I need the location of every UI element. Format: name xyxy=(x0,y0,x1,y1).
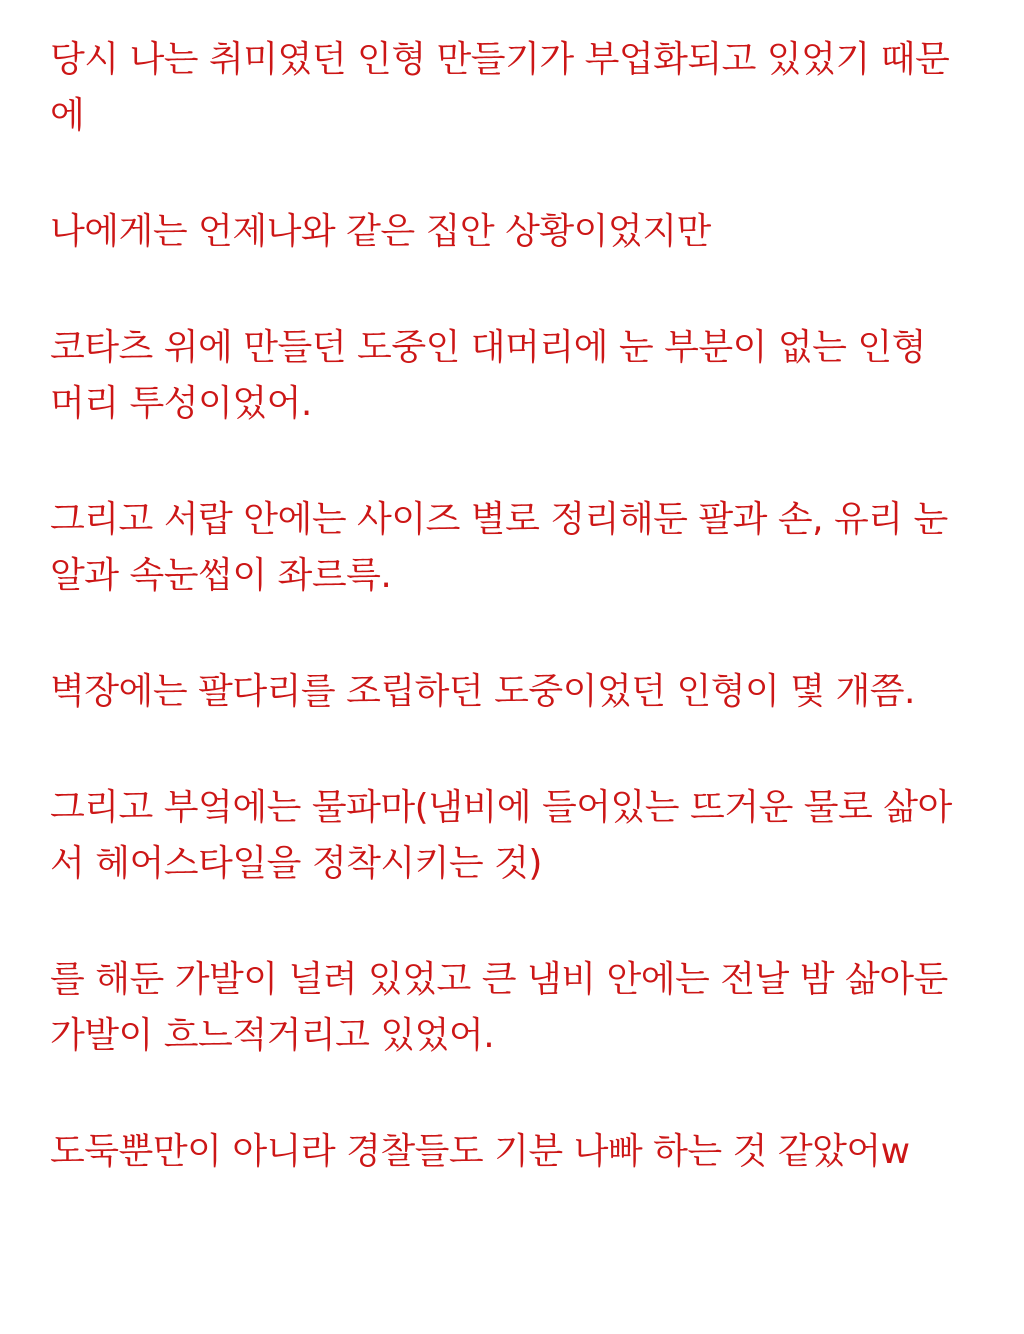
paragraph-line: 서 헤어스타일을 정착시키는 것) xyxy=(50,843,542,884)
paragraph-line: 코타츠 위에 만들던 도중인 대머리에 눈 부분이 없는 인형 xyxy=(50,327,926,368)
paragraph-line: 그리고 서랍 안에는 사이즈 별로 정리해둔 팔과 손, 유리 눈 xyxy=(50,499,948,540)
paragraph-line: 그리고 부엌에는 물파마(냄비에 들어있는 뜨거운 물로 삶아 xyxy=(50,787,952,828)
paragraph-1 xyxy=(50,32,980,144)
paragraph-line: 머리 투성이었어. xyxy=(50,383,312,424)
paragraph-line: 도둑뿐만이 아니라 경찰들도 기분 나빠 하는 것 같았어w xyxy=(50,1131,910,1172)
paragraph-line: 를 해둔 가발이 널려 있었고 큰 냄비 안에는 전날 밤 삶아둔 xyxy=(50,959,948,1000)
paragraph-line: 벽장에는 팔다리를 조립하던 도중이었던 인형이 몇 개쯤. xyxy=(50,671,915,712)
paragraph-6 xyxy=(50,780,980,892)
paragraph-7 xyxy=(50,952,980,1064)
paragraph-line: 당시 나는 취미였던 인형 만들기가 부업화되고 있었기 때문 xyxy=(50,39,950,80)
paragraph-8 xyxy=(50,1124,980,1180)
paragraph-line: 가발이 흐느적거리고 있었어. xyxy=(50,1015,495,1056)
document-body xyxy=(50,32,980,1240)
paragraph-2 xyxy=(50,204,980,260)
paragraph-5 xyxy=(50,664,980,720)
paragraph-line: 에 xyxy=(50,95,85,136)
paragraph-line: 알과 속눈썹이 좌르륵. xyxy=(50,555,392,596)
paragraph-3 xyxy=(50,320,980,432)
paragraph-4 xyxy=(50,492,980,604)
paragraph-line: 나에게는 언제나와 같은 집안 상황이었지만 xyxy=(50,211,711,252)
